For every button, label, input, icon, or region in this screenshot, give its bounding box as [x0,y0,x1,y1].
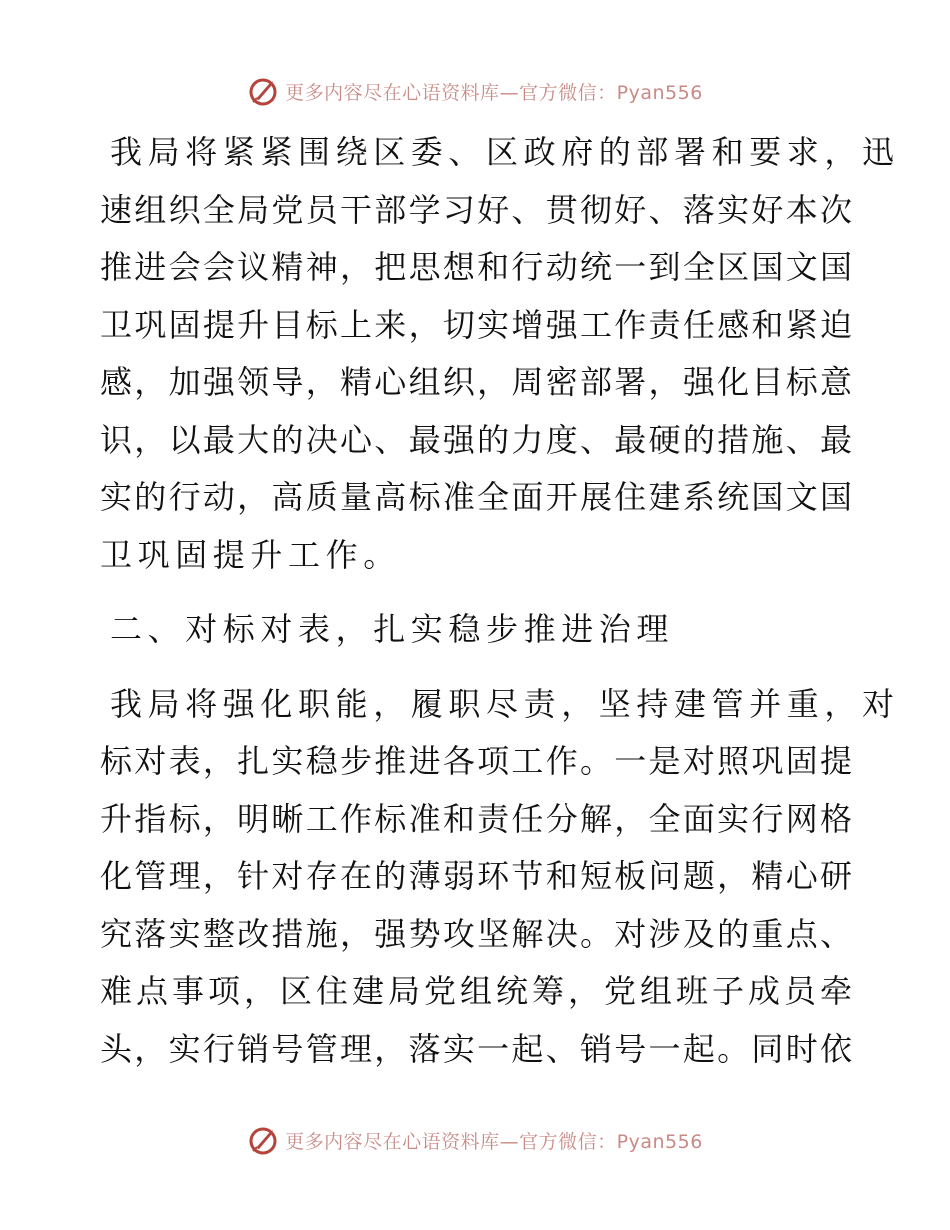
text-line: 感，加强领导，精心组织，周密部署，强化目标意 [100,363,852,401]
heading-line: 二、对标对表，扎实稳步推进治理 [110,610,675,648]
paragraph [100,676,900,1079]
text-line: 卫巩固提升目标上来，切实增强工作责任感和紧迫 [100,305,852,344]
footer-watermark [0,1120,950,1160]
section-heading [100,601,852,659]
text-line: 升指标，明晰工作标准和责任分解，全面实行网格 [100,799,852,838]
text-line: 我局将强化职能，履职尽责，坚持建管并重，对 [110,684,900,723]
pen-logo-icon [247,1124,279,1156]
watermark-text: 更多内容尽在心语资料库—官方微信：Pyan556 [285,81,703,104]
pen-logo-icon [247,75,279,107]
text-line: 实的行动，高质量高标准全面开展住建系统国文国 [100,478,852,516]
text-line: 头，实行销号管理，落实一起、销号一起。同时依 [100,1029,852,1068]
document-body [100,124,900,1078]
text-line: 推进会会议精神，把思想和行动统一到全区国文国 [100,248,852,286]
text-line: 速组织全局党员干部学习好、贯彻好、落实好本次 [100,190,852,229]
text-line: 难点事项，区住建局党组统筹，党组班子成员牵 [100,972,852,1010]
text-line: 我局将紧紧围绕区委、区政府的部署和要求，迅 [110,133,900,171]
text-line: 究落实整改措施，强势攻坚解决。对涉及的重点、 [100,914,852,953]
text-line: 卫巩固提升工作。 [100,535,401,574]
text-line: 标对表，扎实稳步推进各项工作。一是对照巩固提 [100,742,852,780]
watermark-text: 更多内容尽在心语资料库—官方微信：Pyan556 [285,1130,703,1153]
text-line: 化管理，针对存在的薄弱环节和短板问题，精心研 [100,857,852,895]
header-watermark [0,71,950,111]
paragraph [100,124,900,584]
text-line: 识，以最大的决心、最强的力度、最硬的措施、最 [100,420,852,459]
